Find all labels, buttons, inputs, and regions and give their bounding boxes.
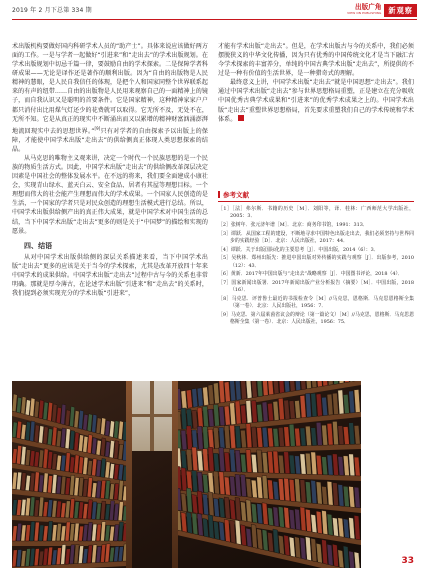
section-label: 新观察 (384, 4, 417, 17)
heading-bar-icon (218, 191, 220, 198)
reference-item: ［5］吴秋林．郑州出版先：推进中国出版对外传播的实践与观察［J］．出版参考，2010（12）：43． (218, 255, 414, 269)
brand-logo (332, 4, 384, 15)
body-paragraph: 最终意义上讲，中国学术出版“走出去”就是中国思想“走出去”。我们通过中国学术出版“走出去”参与世界思想格局重塑，正是建立在充分吸收中国优秀古典学术成果和“引进来”的优秀学术成果之上的。中国学术出版“走出去”重塑世界思想格局，首先要求重塑我们自己的学术传统和学术体系。 (218, 79, 414, 123)
section-heading-conclusion: 四、结语 (24, 241, 53, 250)
bookshelf-photo (12, 381, 361, 568)
reference-item: ［6］黄新．2017年中国出版与“走出去”战略观察［J］．中国图书评论，2018（4）． (218, 271, 403, 278)
reference-item: ［9］马克思．第六届莱茵省议会的辩论（第一篇论文）［M］//马克思，恩格斯．马克思恩格斯全集（第一卷）．北京：人民出版社，1956：75． (218, 311, 414, 326)
left-column (12, 42, 208, 298)
issue-info: 2019 年 2 月下总第 334 期 (12, 7, 92, 14)
body-paragraph: 术出版机构要做好国内科研学术人员的“助产士”。具体来说应该做好两方面的工作。一是与学者一起做好“引进来”和“走出去”的学术出版规划。在学术出版规划中切忌千篇一律，要鼓励自由的学术探索。二是保障学者科研成果——无论是译作还是著作的顺利出版。因为“自由的出版物是人民精神的慧眼，是人民自我信任的体现，是把个人和国家同整个世界联系起来的有声的纽带……自由的出版物是人民用来观察自己的一面精神上的镜子，而自我认识又是聪明的首要条件。它是国家精神，这种精神家家户户都只消付出比用煤气灯还少的花费就可以取得。它无所不及，无处不在，无所不知。它是从真正的现实中不断涌出而又以累增的精神财富汹涌澎湃地流回现实中去的思想世界。”[9]只有对学者的自由探索予以出版上的保障，才能使中国学术出版“走出去”的供给侧真正体现人类思想探索的结晶。 (12, 43, 208, 153)
page-header (12, 4, 417, 17)
right-column (218, 42, 414, 124)
body-paragraph: 从对中国学术出版供给侧的深层关系描述来看，当下中国学术出版“走出去”更多的应该是关于当今的学术探索，尤其是改革开放四十年来中国学术的成果供给。中国学术出版“走出去”过程中古与今的关系也非常明确。那就是厚今薄古，在论述学术出版“引进来”和“走出去”的关系时，我们提到必须实现充分的学术出版“引进来”， (12, 253, 208, 297)
references-section (218, 190, 414, 328)
body-paragraph: 才能有学术出版“走出去”。但是，在学术出版古与今的关系中，我们必须摆脱狭义的中华文化传播，因为只有优秀的中国传统文化才是当下融汇古今学术探索的丰富养分，单纯的中国古典学术出版“走出去”，所提供的不过是一种有价值的生活世界，是一种猎奇式的理解。 (218, 43, 414, 78)
end-of-article-icon (238, 115, 244, 121)
page-number: 33 (401, 556, 414, 566)
reference-item: ［7］国家新闻出版署．2017年新闻出版产业分析报告（摘要）［M］．中国出版，2018（16）． (218, 279, 414, 294)
reference-item: ［1］［法］弗尔斯．书籍的历史［M］．刘阳等，译．桂林：广西师范大学出版社，2005：3． (218, 206, 414, 220)
magazine-brand (332, 4, 417, 17)
bookshelf-illustration (12, 381, 361, 568)
reference-item: ［2］张树年．张元济年谱［M］．北京：商务印书馆，1991：313． (218, 222, 368, 228)
footnote-marker: [9] (94, 125, 101, 131)
references-heading: 参考文献 (218, 190, 414, 202)
brand-name-cn: 出版广角 (355, 3, 382, 11)
body-paragraph: 从马克思的唯物主义观来讲，决定一个时代一个民族思想的是一个民族的物质生活方式。因此，中国学术出版“走出去”的供给侧改革深层决定因素是中国社会的整体发展水平。在不远的将来，我们要全面建成小康社会，实现青山绿水、蓝天白云、安全食品、居者有其屋等理想目标。一个理想而伟大的社会能产生理想而伟大的学术成果。一个国家人民创造的是生活，一个国家的学者只是对民众创造的理想生活模式进行总结。所以，中国学术出版供给侧产出的真正伟大成果，就是中国学术对中国生活的总结，当下中国学术出版“走出去”更多的则是关于“中国梦”的描绘和实现的愿景。 (12, 154, 208, 235)
header-divider (12, 19, 417, 20)
reference-item: ［3］谭跃．从国家工程的建设，不断地寻求中国特色出版走出去，我们必须坚持与世界同步的实践经验［D］．北京：人民出版社，2017：44． (218, 230, 414, 244)
brand-name-en: VIEW ON PUBLISHING (347, 11, 382, 15)
reference-item: ［4］谭跃．关于出版国际化的主要思考［J］．中国出版，2014（6）：3． (218, 246, 379, 253)
reference-item: ［8］马克思．评普鲁士最近的书报检查令［M］//马克思，恩格斯．马克思恩格斯全集（第一卷）．北京：人民出版社，1956：7． (218, 295, 414, 310)
